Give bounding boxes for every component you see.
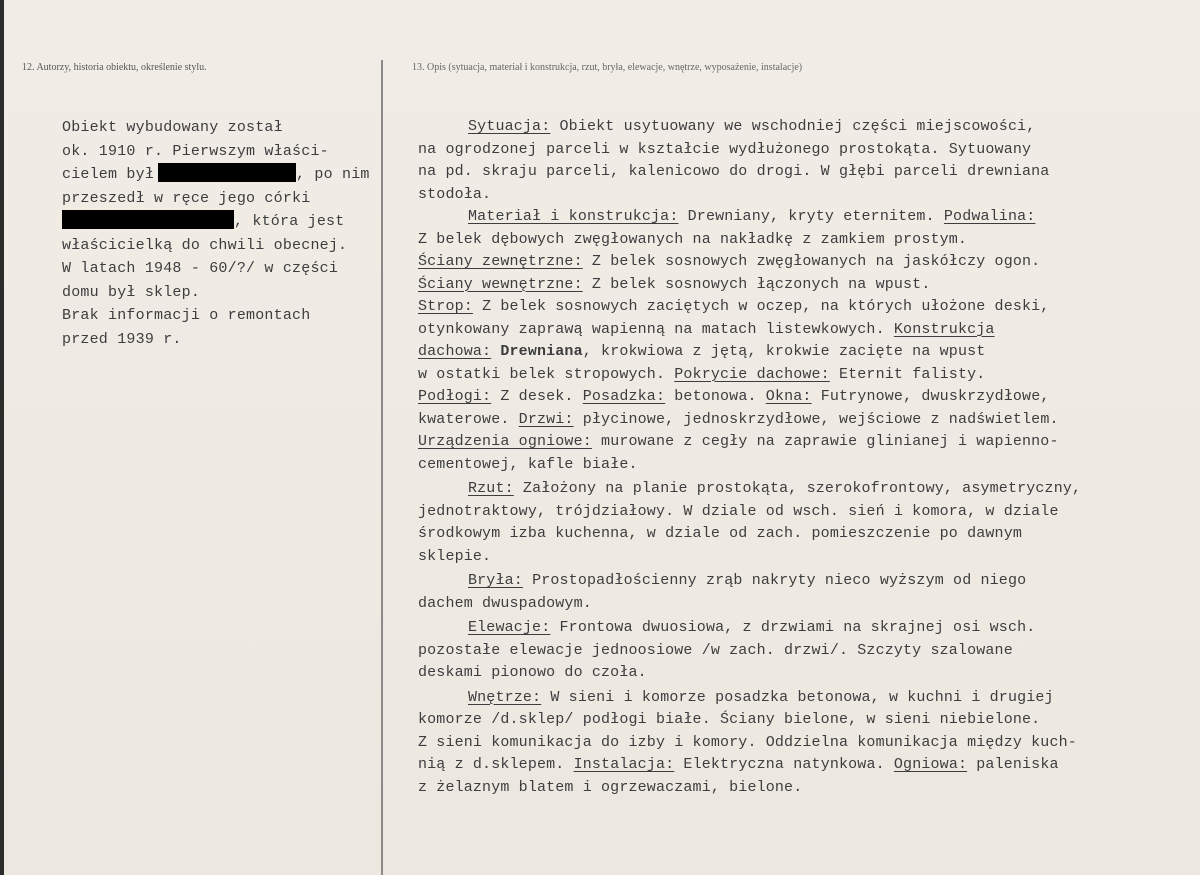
label-rzut: Rzut: <box>468 480 514 497</box>
desc-line: jednotraktowy, trójdziałowy. W dziale od wsch. sień i komora, w dziale <box>418 502 1059 520</box>
desc-fragment: otynkowany zaprawą wapienną na matach listewkowych. <box>418 320 885 338</box>
desc-fragment: , krokwiowa z jętą, krokwie zacięte na wpust <box>582 343 986 360</box>
desc-line <box>418 409 1158 432</box>
history-line: W latach 1948 - 60/?/ w części <box>62 260 339 277</box>
desc-line: sklepie. <box>418 547 492 565</box>
label-instalacja: Instalacja: <box>573 756 675 773</box>
desc-fragment: nią z d.sklepem. <box>418 756 565 773</box>
history-line: Obiekt wybudowany został <box>62 119 283 136</box>
desc-line <box>418 274 1158 297</box>
label-podlogi: Podłogi: <box>418 388 492 405</box>
label-sytuacja: Sytuacja: <box>468 118 551 135</box>
desc-line <box>418 570 1158 593</box>
history-line: Brak informacji o remontach <box>62 307 311 324</box>
history-line: ok. 1910 r. Pierwszym właści- <box>62 142 329 160</box>
desc-fragment: Z belek sosnowych zwęgłowanych na jaskółczy ogon. <box>582 253 1041 270</box>
desc-fragment: Z belek sosnowych łączonych na wpust. <box>582 275 931 293</box>
desc-fragment: Eternit falisty. <box>829 365 986 383</box>
desc-line: komorze /d.sklep/ podłogi białe. Ściany bielone, w sieni niebielone. <box>418 711 1041 728</box>
scan-edge <box>0 0 4 875</box>
desc-line: deskami pionowo do czoła. <box>418 664 647 681</box>
desc-line: środkowym izba kuchenna, w dziale od zach. pomieszczenie po dawnym <box>418 525 1022 542</box>
desc-line <box>418 341 1158 364</box>
desc-fragment: w ostatki belek stropowych. <box>418 365 666 383</box>
label-posadzka: Posadzka: <box>582 388 666 405</box>
desc-line <box>418 687 1158 710</box>
desc-fragment: Frontowa dwuosiowa, z drzwiami na skrajnej osi wsch. <box>550 619 1036 636</box>
history-line <box>62 210 372 234</box>
desc-fragment: paleniska <box>967 756 1059 773</box>
label-podwalina: Podwalina: <box>943 208 1036 225</box>
section-13-heading: 13. Opis (sytuacja, materiał i konstrukcja, rzut, bryła, elewacje, wnętrze, wyposażenie, instalacje) <box>412 62 803 73</box>
desc-line <box>418 431 1158 454</box>
desc-fragment: murowane z cegły na zaprawie glinianej i wapienno- <box>591 433 1059 450</box>
desc-line <box>418 319 1158 342</box>
column-divider <box>381 60 383 875</box>
history-line: przeszedł w ręce jego córki <box>62 189 311 207</box>
desc-fragment: Z belek sosnowych zaciętych w oczep, na których ułożone deski, <box>472 298 1050 315</box>
desc-line <box>418 206 1158 229</box>
history-line: domu był sklep. <box>62 283 201 301</box>
desc-fragment: betonowa. <box>665 388 757 405</box>
desc-fragment: Futrynowe, dwuskrzydłowe, <box>811 388 1050 405</box>
description-text <box>418 116 1158 799</box>
desc-fragment: W sieni i komorze posadzka betonowa, w kuchni i drugiej <box>541 688 1054 706</box>
history-text <box>62 116 372 351</box>
desc-line: Z belek dębowych zwęgłowanych na nakładkę z zamkiem prostym. <box>418 230 968 248</box>
desc-line <box>418 116 1158 139</box>
history-line: przed 1939 r. <box>62 330 182 348</box>
desc-fragment: Elektryczna natynkowa. <box>674 756 885 773</box>
label-elewacje: Elewacje: <box>468 619 551 636</box>
label-sciany-zewnetrzne: Ściany zewnętrzne: <box>418 253 583 270</box>
desc-line: na pd. skraju parceli, kalenicowo do drogi. W głębi parceli drewniana <box>418 163 1050 180</box>
label-okna: Okna: <box>765 388 812 405</box>
desc-line: na ogrodzonej parceli w kształcie wydłużonego prostokąta. Sytuowany <box>418 140 1032 158</box>
desc-line <box>418 296 1158 319</box>
history-fragment: , po nim <box>296 166 370 183</box>
label-drzwi: Drzwi: <box>518 410 574 428</box>
desc-fragment: Drewniana <box>491 343 583 360</box>
history-fragment: cielem był <box>62 166 155 183</box>
label-urzadzenia-ogniowe: Urządzenia ogniowe: <box>418 433 592 450</box>
redaction-block <box>62 210 234 229</box>
desc-fragment: płycinowe, jednoskrzydłowe, wejściowe z nadświetlem. <box>573 410 1059 428</box>
desc-line <box>418 617 1158 640</box>
desc-fragment: Drewniany, kryty eternitem. <box>678 208 935 225</box>
history-line: właścicielką do chwili obecnej. <box>62 236 348 254</box>
desc-line: Z sieni komunikacja do izby i komory. Oddzielna komunikacja między kuch- <box>418 733 1077 751</box>
label-sciany-wewnetrzne: Ściany wewnętrzne: <box>418 275 583 293</box>
redaction-block <box>158 163 296 182</box>
desc-fragment: Obiekt usytuowany we wschodniej części miejscowości, <box>550 118 1036 135</box>
label-strop: Strop: <box>418 298 473 315</box>
desc-line: cementowej, kafle białe. <box>418 455 638 473</box>
desc-line: pozostałe elewacje jednoosiowe /w zach. drzwi/. Szczyty szalowane <box>418 641 1013 659</box>
label-konstrukcja-dachowa-cont: dachowa: <box>418 343 492 360</box>
history-fragment: , która jest <box>234 213 345 230</box>
desc-line: dachem dwuspadowym. <box>418 594 592 612</box>
desc-line <box>418 251 1158 274</box>
desc-line: stodoła. <box>418 185 492 203</box>
desc-line: z żelaznym blatem i ogrzewaczami, bielone. <box>418 778 803 796</box>
desc-line <box>418 478 1158 501</box>
label-material: Materiał i konstrukcja: <box>468 208 679 225</box>
label-bryla: Bryła: <box>468 572 523 589</box>
desc-line <box>418 364 1158 387</box>
desc-fragment: kwaterowe. <box>418 410 510 428</box>
history-line <box>62 163 372 187</box>
label-konstrukcja-dachowa: Konstrukcja <box>893 320 995 338</box>
desc-fragment: Prostopadłościenny zrąb nakryty nieco wyższym od niego <box>522 572 1027 589</box>
label-pokrycie-dachowe: Pokrycie dachowe: <box>674 365 830 383</box>
section-12-heading: 12. Autorzy, historia obiektu, określenie stylu. <box>22 62 207 73</box>
desc-fragment: Założony na planie prostokąta, szerokofrontowy, asymetryczny, <box>513 480 1082 497</box>
desc-fragment: Z desek. <box>491 388 574 405</box>
desc-line <box>418 754 1158 777</box>
label-wnetrze: Wnętrze: <box>468 688 542 706</box>
label-ogniowa: Ogniowa: <box>893 756 968 773</box>
desc-line <box>418 386 1158 409</box>
